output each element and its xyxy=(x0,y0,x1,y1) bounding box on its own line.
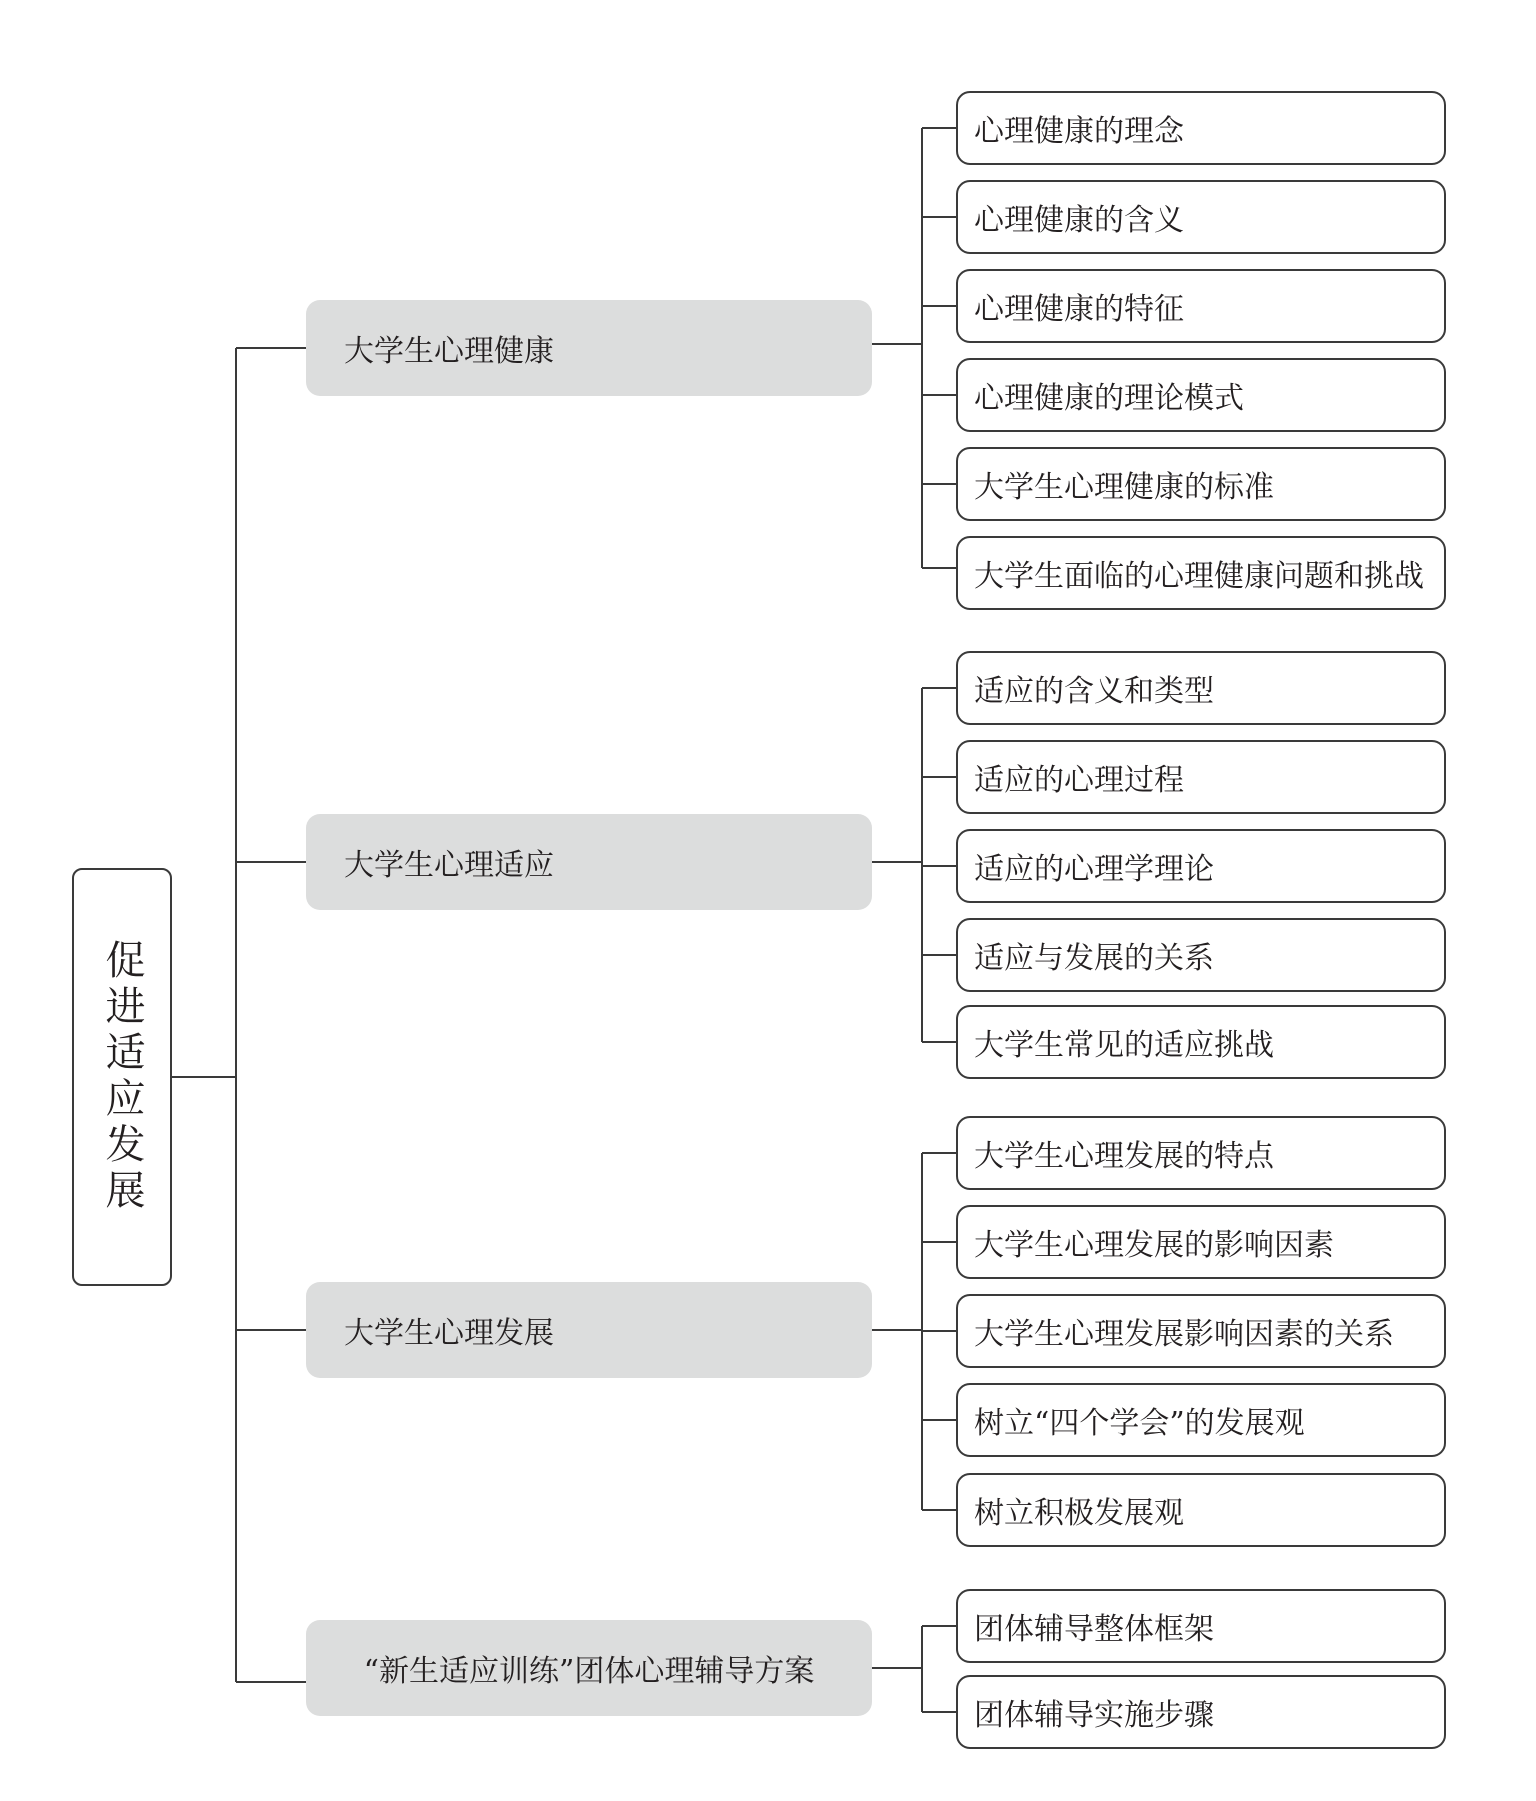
leaf-item: 团体辅导实施步骤 xyxy=(956,1675,1446,1749)
leaf-item: 树立“四个学会”的发展观 xyxy=(956,1383,1446,1457)
leaf-item: 适应与发展的关系 xyxy=(956,918,1446,992)
leaf-item: 大学生面临的心理健康问题和挑战 xyxy=(956,536,1446,610)
leaf-item: 心理健康的理论模式 xyxy=(956,358,1446,432)
leaf-item: 适应的心理过程 xyxy=(956,740,1446,814)
leaf-item: 树立积极发展观 xyxy=(956,1473,1446,1547)
leaf-item: 心理健康的特征 xyxy=(956,269,1446,343)
leaf-item: 适应的心理学理论 xyxy=(956,829,1446,903)
leaf-item: 大学生心理发展的影响因素 xyxy=(956,1205,1446,1279)
category-mental-health: 大学生心理健康 xyxy=(306,300,872,396)
category-group-counseling-plan: “新生适应训练”团体心理辅导方案 xyxy=(306,1620,872,1716)
leaf-item: 心理健康的理念 xyxy=(956,91,1446,165)
category-psychological-adaptation: 大学生心理适应 xyxy=(306,814,872,910)
root-node xyxy=(72,868,172,1286)
leaf-item: 大学生常见的适应挑战 xyxy=(956,1005,1446,1079)
leaf-item: 团体辅导整体框架 xyxy=(956,1589,1446,1663)
leaf-item: 适应的含义和类型 xyxy=(956,651,1446,725)
root-label: 促进适应发展 xyxy=(99,939,145,1215)
leaf-item: 大学生心理发展影响因素的关系 xyxy=(956,1294,1446,1368)
category-psychological-development: 大学生心理发展 xyxy=(306,1282,872,1378)
leaf-item: 大学生心理健康的标准 xyxy=(956,447,1446,521)
leaf-item: 心理健康的含义 xyxy=(956,180,1446,254)
leaf-item: 大学生心理发展的特点 xyxy=(956,1116,1446,1190)
